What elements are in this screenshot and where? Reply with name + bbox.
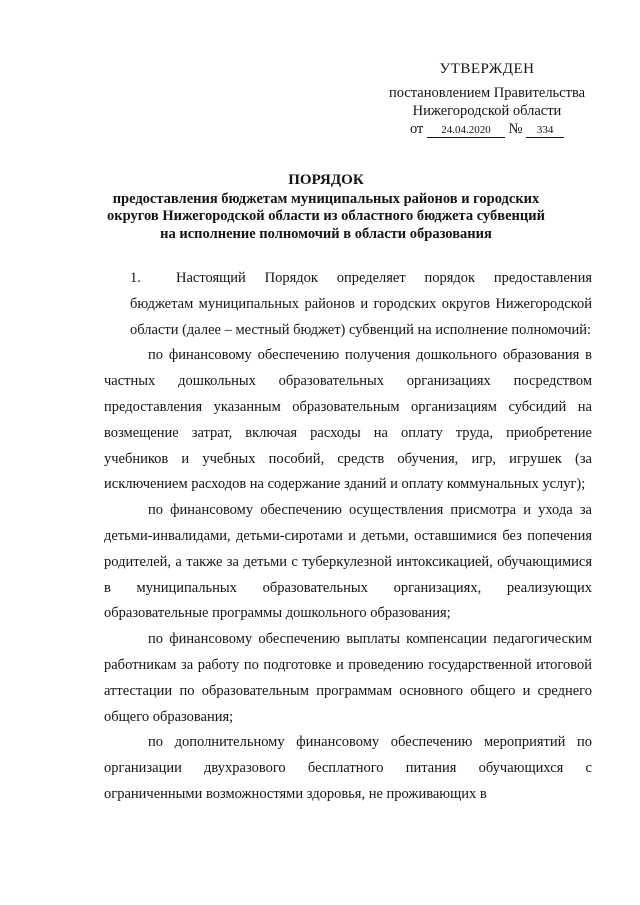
paragraph-3: по финансовому обеспечению осуществления присмотра и ухода за детьми-инвалидами, детьми-сиротами и детьми, оставшимися без попечения родителей, а также за детьми с туберкулезной интоксикацией, обучающимися в муниципальных образовательных организациях, реализующих образовательные программы дошкольного образования; bbox=[104, 502, 592, 622]
paragraph-number: 1. bbox=[130, 270, 141, 286]
paragraph-5: по дополнительному финансовому обеспечению мероприятий по организации двухразового бесплатного питания обучающихся с ограниченными возможностями здоровья, не проживающих в bbox=[104, 734, 592, 802]
title-main: ПОРЯДОК bbox=[288, 172, 364, 188]
approval-heading: УТВЕРЖДЕН bbox=[439, 61, 535, 77]
approval-stamp bbox=[382, 60, 592, 138]
paragraph-4: по финансовому обеспечению выплаты компенсации педагогическим работникам за работу по подготовке и проведению государственной итоговой аттестации по образовательным программам основного общего и среднего общего образования; bbox=[104, 631, 592, 725]
document-body bbox=[104, 266, 592, 808]
paragraph-2: по финансовому обеспечению получения дошкольного образования в частных дошкольных образовательных организациях посредством предоставления указанным образовательным организациям субсидий на возмещение затрат, включая расходы на оплату труда, приобретение учебников и учебных пособий, средств обучения, игр, игрушек (за исключением расходов на содержание зданий и оплату коммунальных услуг); bbox=[104, 347, 592, 493]
approval-date-prefix: от bbox=[409, 121, 424, 137]
paragraph-1 bbox=[130, 266, 592, 343]
paragraph-text: Настоящий Порядок определяет порядок предоставления бюджетам муниципальных районов и городских округов Нижегородской области (далее – местный бюджет) субвенций на исполнение полномочий: bbox=[130, 270, 592, 338]
document-title bbox=[60, 172, 592, 243]
approval-line-2: Нижегородской области bbox=[412, 103, 562, 119]
title-line-1: предоставления бюджетам муниципальных районов и городских bbox=[112, 190, 540, 207]
approval-number: 334 bbox=[526, 124, 564, 138]
approval-line-1: постановлением Правительства bbox=[388, 85, 586, 101]
title-line-2: округов Нижегородской области из областного бюджета субвенций bbox=[107, 208, 545, 224]
title-line-3: на исполнение полномочий в области образования bbox=[160, 225, 492, 242]
approval-number-sign: № bbox=[508, 121, 523, 137]
approval-date-line bbox=[382, 120, 592, 138]
approval-date: 24.04.2020 bbox=[427, 124, 505, 138]
